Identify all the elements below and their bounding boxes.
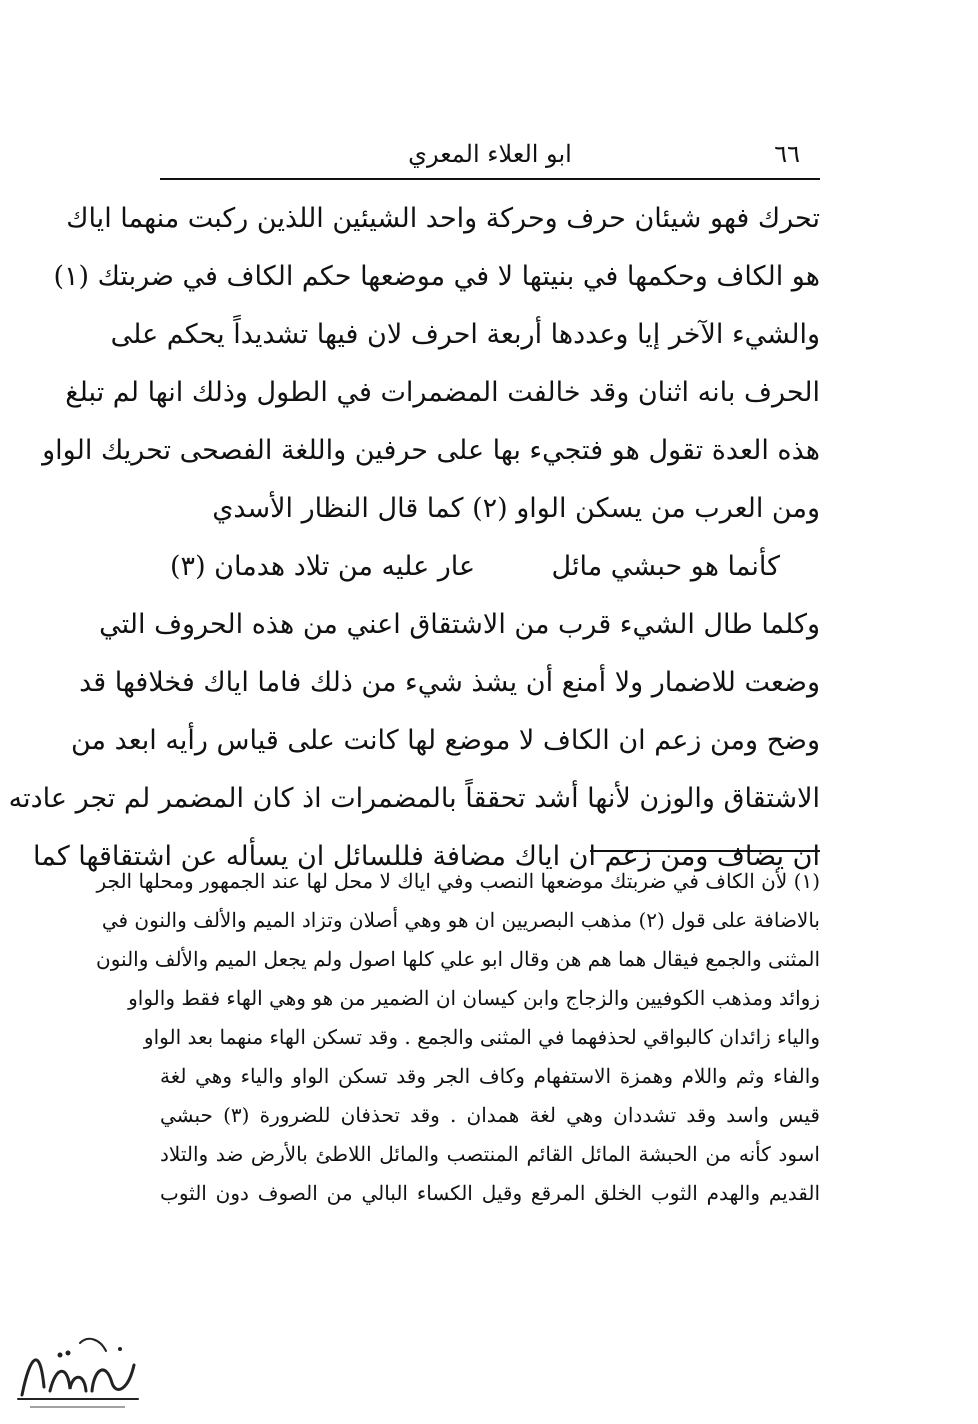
footnotes <box>96 862 820 1213</box>
footnote-line: والياء زائدان كالبواقي لحذفهما في المثنى والجمع . وقد تسكن الهاء منهما بعد الواو <box>143 1025 820 1049</box>
text-line: ان يضاف ومن زعم ان اياك مضافة فللسائل ان يسأله عن اشتقاقها كما <box>33 841 820 872</box>
stamp-text <box>10 1325 145 1326</box>
footnote-line: قيس واسد وقد تشددان وهي لغة همدان . وقد تحذفان للضرورة (٣) حبشي <box>160 1103 820 1127</box>
text-line: وضح ومن زعم ان الكاف لا موضع لها كانت على قياس رأيه ابعد من <box>71 725 820 756</box>
text-line: الحرف بانه اثنان وقد خالفت المضمرات في الطول وذلك انها لم تبلغ <box>65 377 820 408</box>
text-line: والشيء الآخر إيا وعددها أربعة احرف لان فيها تشديداً يحكم على <box>110 319 820 350</box>
footnote-line: القديم والهدم الثوب الخلق المرقع وقيل الكساء البالي من الصوف دون الثوب <box>160 1181 820 1205</box>
text-line: هو الكاف وحكمها في بنيتها لا في موضعها حكم الكاف في ضربتك (١) <box>53 261 820 292</box>
page-number: ٦٦ <box>774 140 800 168</box>
footnote-line: زوائد ومذهب الكوفيين والزجاج وابن كيسان ان الضمير من هو وهي الهاء فقط والواو <box>128 986 820 1010</box>
text-line: وضعت للاضمار ولا أمنع أن يشذ شيء من ذلك فاما اياك فخلافها قد <box>79 667 820 698</box>
footnote-rule <box>590 850 820 852</box>
verse-hemistich-second: عار عليه من تلاد هدمان (٣) <box>170 551 476 582</box>
running-title: ابو العلاء المعري <box>408 140 572 168</box>
header-rule <box>160 178 820 180</box>
text-line: الاشتقاق والوزن لأنها أشد تحققاً بالمضمرات اذ كان المضمر لم تجر عادته <box>8 783 820 814</box>
verse-hemistich-first: كأنما هو حبشي مائل <box>551 551 780 582</box>
text-line: ومن العرب من يسكن الواو (٢) كما قال النظار الأسدي <box>212 493 820 524</box>
library-stamp-logo <box>10 1325 145 1410</box>
text-line: هذه العدة تقول هو فتجيء بها على حرفين واللغة الفصحى تحريك الواو <box>42 435 820 466</box>
footnote-line: والفاء وثم واللام وهمزة الاستفهام وكاف الجر وقد تسكن الواو والياء وهي لغة <box>160 1064 820 1088</box>
footnote-line: اسود كأنه من الحبشة المائل القائم المنتصب والمائل اللاطئ بالأرض ضد والتلاد <box>160 1142 820 1166</box>
text-line: تحرك فهو شيئان حرف وحركة واحد الشيئين اللذين ركبت منهما اياك <box>66 203 820 234</box>
calligraphy-stamp-icon <box>10 1325 145 1410</box>
footnote-line: بالاضافة على قول (٢) مذهب البصريين ان هو وهي أصلان وتزاد الميم والألف والنون في <box>101 908 820 932</box>
poetry-verse <box>160 538 820 596</box>
footnote-line: المثنى والجمع فيقال هما هم هن وقال ابو علي كلها اصول ولم يجعل الميم والألف والنون <box>96 947 820 971</box>
footnote-line: (١) لأن الكاف في ضربتك موضعها النصب وفي اياك لا محل لها عند الجمهور ومحلها الجر <box>96 869 820 893</box>
text-line: وكلما طال الشيء قرب من الاشتقاق اعني من هذه الحروف التي <box>99 609 820 640</box>
main-text <box>8 190 820 886</box>
page-header <box>160 140 820 180</box>
